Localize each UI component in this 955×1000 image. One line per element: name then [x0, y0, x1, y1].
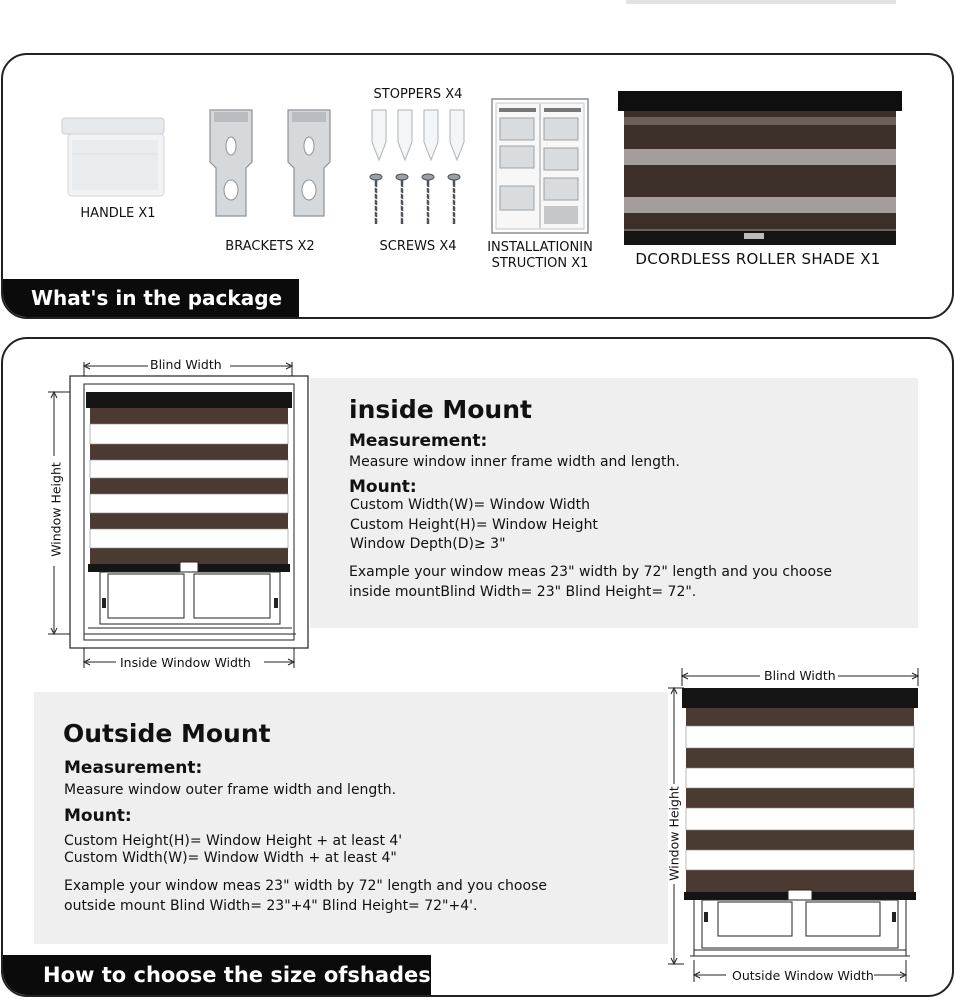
inside-mount-line2: Custom Height(H)= Window Height: [350, 517, 598, 533]
inside-measurement-heading: Measurement:: [349, 431, 488, 451]
inside-example-line2: inside mountBlind Width= 23" Blind Height= 72".: [349, 584, 697, 600]
handle-image: [58, 114, 170, 200]
screws-caption: SCREWS X4: [379, 239, 457, 254]
inside-mount-line3: Window Depth(D)≥ 3": [350, 536, 506, 552]
inside-window-height-label: Window Height: [48, 462, 64, 557]
instruction-caption-line1: INSTALLATIONIN: [487, 240, 593, 255]
package-banner: What's in the package: [3, 279, 299, 317]
outside-mount-title: Outside Mount: [63, 719, 271, 748]
outside-measurement-text: Measure window outer frame width and length.: [64, 782, 397, 798]
outside-mount-line2: Custom Width(W)= Window Width + at least 4": [64, 850, 397, 866]
instruction-manual-image: [491, 98, 589, 234]
inside-example-line1: Example your window meas 23" width by 72" length and you choose: [349, 564, 832, 580]
brackets-caption: BRACKETS X2: [225, 239, 315, 254]
inside-blind-width-label: Blind Width: [150, 357, 222, 372]
top-edge-strip: [626, 0, 896, 4]
inside-mount-line1: Custom Width(W)= Window Width: [350, 497, 591, 513]
inside-mount-title: inside Mount: [349, 395, 532, 424]
roller-shade-image: [618, 91, 902, 247]
instruction-caption-line2: STRUCTION X1: [491, 256, 589, 271]
stoppers-image: [366, 106, 470, 162]
inside-measurement-text: Measure window inner frame width and length.: [349, 454, 680, 470]
outside-window-width-label: Outside Window Width: [732, 968, 874, 983]
shade-caption: DCORDLESS ROLLER SHADE X1: [635, 250, 881, 268]
inside-window-width-label: Inside Window Width: [120, 655, 251, 670]
outside-blind-width-label: Blind Width: [764, 668, 836, 683]
outside-example-line2: outside mount Blind Width= 23"+4" Blind Height= 72"+4'.: [64, 898, 478, 914]
size-banner: How to choose the size ofshades: [3, 955, 431, 995]
outside-measurement-heading: Measurement:: [64, 758, 203, 778]
inside-mount-heading: Mount:: [349, 477, 417, 497]
screws-image: [366, 172, 470, 228]
stoppers-caption: STOPPERS X4: [373, 87, 463, 102]
brackets-image: [200, 106, 340, 230]
inside-mount-diagram: [40, 356, 312, 676]
handle-caption: HANDLE X1: [80, 206, 156, 221]
outside-mount-diagram: [660, 664, 924, 986]
outside-mount-line1: Custom Height(H)= Window Height + at least 4': [64, 833, 403, 849]
outside-mount-heading: Mount:: [64, 806, 132, 826]
outside-example-line1: Example your window meas 23" width by 72" length and you choose: [64, 878, 547, 894]
outside-window-height-label: Window Height: [666, 786, 682, 881]
